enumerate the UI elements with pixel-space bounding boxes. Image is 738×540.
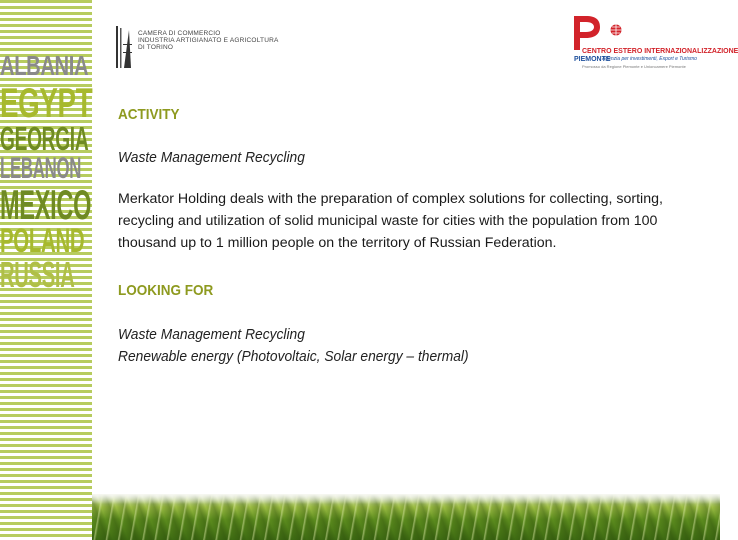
country-georgia: GEORGIA — [0, 120, 89, 157]
camera-logo-text — [138, 30, 279, 51]
country-egypt: EGYPT — [0, 79, 93, 126]
ceip-piemonte-logo — [572, 14, 738, 70]
looking-for-item: Waste Management Recycling — [118, 326, 305, 343]
cornfield-photo — [92, 494, 720, 540]
ceip-promoted: Promosso da Regione Piemonte e Unioncamere Piemonte — [582, 64, 686, 69]
looking-for-list — [118, 324, 499, 368]
ceip-name-part2: PIEMONTE — [574, 56, 611, 63]
globe-icon — [610, 24, 622, 36]
country-poland: POLAND — [0, 222, 85, 260]
activity-item: Waste Management Recycling — [118, 149, 305, 166]
country-russia: RUSSIA — [0, 254, 75, 295]
country-list — [0, 52, 96, 293]
ceip-tagline: Agenzia per investimenti, Export e Turismo — [602, 56, 697, 62]
activity-description: Merkator Holding deals with the preparation of complex solutions for collecting, sorting, recycling and utilization of solid municipal waste for cities with the population from 100 thousand up to 1 million people on the territory of Russian Federation. — [118, 191, 663, 251]
mole-antonelliana-icon — [116, 26, 134, 68]
camera-logo-line: INDUSTRIA ARTIGIANATO E AGRICOLTURA — [138, 37, 279, 44]
field-sky — [92, 494, 720, 504]
camera-logo-line: DI TORINO — [138, 44, 174, 51]
camera-di-commercio-logo — [116, 26, 279, 70]
ceip-name — [582, 48, 738, 56]
looking-for-heading: LOOKING FOR — [118, 282, 214, 299]
camera-logo-line: CAMERA DI COMMERCIO — [138, 30, 221, 37]
country-albania: ALBANIA — [0, 50, 89, 81]
looking-for-item: Renewable energy (Photovoltaic, Solar energy – thermal) — [118, 348, 469, 365]
activity-heading: ACTIVITY — [118, 106, 180, 123]
country-lebanon: LEBANON — [0, 152, 82, 185]
ceip-name-part1: CENTRO ESTERO INTERNAZIONALIZZAZIONE — [582, 48, 738, 55]
country-mexico: MEXICO — [0, 181, 92, 228]
